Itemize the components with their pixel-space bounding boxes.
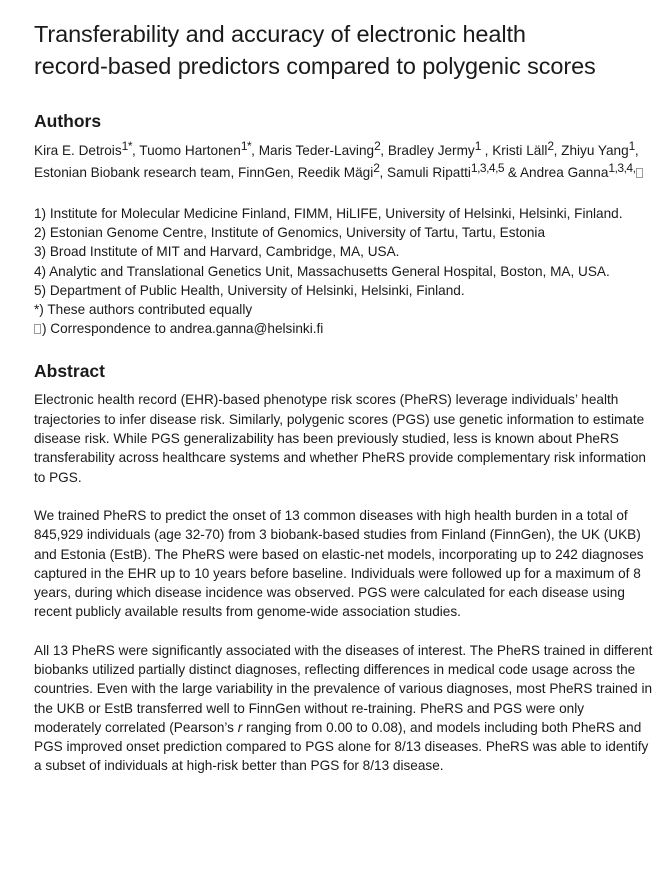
author-separator: , [480, 143, 493, 158]
envelope-icon [34, 324, 41, 334]
author-name: Kira E. Detrois [34, 143, 122, 158]
author-affiliation-sup: 2 [547, 139, 554, 153]
author-name: Andrea Ganna [519, 165, 609, 180]
affiliation-item: 4) Analytic and Translational Genetics Unit, Massachusetts General Hospital, Boston, MA, USA. [34, 263, 610, 279]
author-affiliation-sup: 1* [121, 139, 132, 153]
author-separator: & [504, 165, 520, 180]
affiliation-item: 1) Institute for Molecular Medicine Finland, FIMM, HiLIFE, University of Helsinki, Helsinki, Finland. [34, 206, 623, 221]
abstract-paragraph-1: Electronic health record (EHR)-based phenotype risk scores (PheRS) leverage individuals’ health trajectories to infer disease risk. Similarly, polygenic scores (PGS) use genetic information to estimate disease risk. While PGS generalizability has been previously studied, less is known about PheRS transferability across healthcare systems and whether PheRS provide complementary risk information to PGS. [34, 392, 646, 485]
abstract-paragraph-3 [34, 641, 654, 776]
author-separator: , [553, 143, 562, 158]
author-separator: , [634, 143, 639, 158]
affiliation-item: 2) Estonian Genome Centre, Institute of Genomics, University of Tartu, Tartu, Estonia [34, 225, 546, 241]
author-name: Kristi Läll [492, 143, 548, 158]
abstract-p3-part-b: ranging from 0.00 to 0.08), and models including both PheRS and PGS improved onset prediction compared to PGS alone for 8/13 diseases. PheRS was able to identify a subset of individuals at high-risk better than PGS for 8/13 disease. [34, 719, 649, 774]
affiliation-item: 5) Department of Public Health, University of Helsinki, Helsinki, Finland. [34, 282, 465, 298]
abstract-heading: Abstract [34, 361, 105, 382]
author-name: Zhiyu Yang [561, 143, 629, 158]
author-separator: , [131, 143, 140, 158]
title-line-2: record-based predictors compared to polygenic scores [34, 53, 596, 79]
abstract-p3-part-a: All 13 PheRS were significantly associated with the diseases of interest. The PheRS trained in different biobanks utilized partially distinct diagnoses, reflecting differences in medical code usage across the countries. Even with the large variability in the prevalence of various diagnoses, most PheRS trained in the UKB or EstB transferred well to FinnGen without re-training. PheRS and PGS were only moderately correlated (Pearson’s [34, 642, 653, 735]
affiliation-item: 3) Broad Institute of MIT and Harvard, Cambridge, MA, USA. [34, 244, 400, 260]
affiliations-list [34, 204, 654, 338]
author-affiliation-sup: 2 [374, 139, 381, 153]
author-affiliation-sup: 1 [628, 139, 635, 153]
author-name: Maris Teder-Laving [258, 143, 375, 158]
author-affiliation-sup: 2 [373, 161, 380, 175]
author-affiliation-sup: 1,3,4,5 [470, 161, 505, 175]
author-name: Bradley Jermy [387, 143, 475, 158]
paper-title [34, 18, 654, 82]
author-name: Estonian Biobank research team, FinnGen, Reedik Mägi [34, 165, 374, 180]
title-line-1: Transferability and accuracy of electronic health [34, 21, 526, 47]
author-separator: , [379, 165, 388, 180]
author-affiliation-sup: 1 [474, 139, 481, 153]
envelope-icon [636, 168, 643, 178]
author-name: Samuli Ripatti [387, 165, 471, 180]
author-separator: , [251, 143, 259, 158]
abstract-paragraph-2: We trained PheRS to predict the onset of 13 common diseases with high health burden in a total of 845,929 individuals (age 32-70) from 3 biobank-based studies from Finland (FinnGen), the UK (UKB) and Estonia (EstB). The PheRS were based on elastic-net models, incorporating up to 242 diagnoses captured in the EHR up to 10 years before baseline. Individuals were followed up for a maximum of 8 years, during which disease incidence was observed. PGS were calculated for each disease using recent publicly available results from genome-wide association studies. [34, 507, 644, 620]
author-list [34, 140, 654, 184]
abstract-section [34, 360, 654, 775]
author-affiliation-sup: 1,3,4, [608, 161, 636, 175]
authors-heading: Authors [34, 111, 102, 131]
correspondence-text: ) Correspondence to andrea.ganna@helsinki.fi [42, 321, 324, 337]
pearson-r-symbol: r [237, 719, 243, 735]
correspondence-line [34, 319, 654, 338]
affiliation-item: *) These authors contributed equally [34, 302, 253, 318]
author-separator: , [380, 143, 388, 158]
author-name: Tuomo Hartonen [139, 143, 241, 158]
author-affiliation-sup: 1* [240, 139, 252, 153]
